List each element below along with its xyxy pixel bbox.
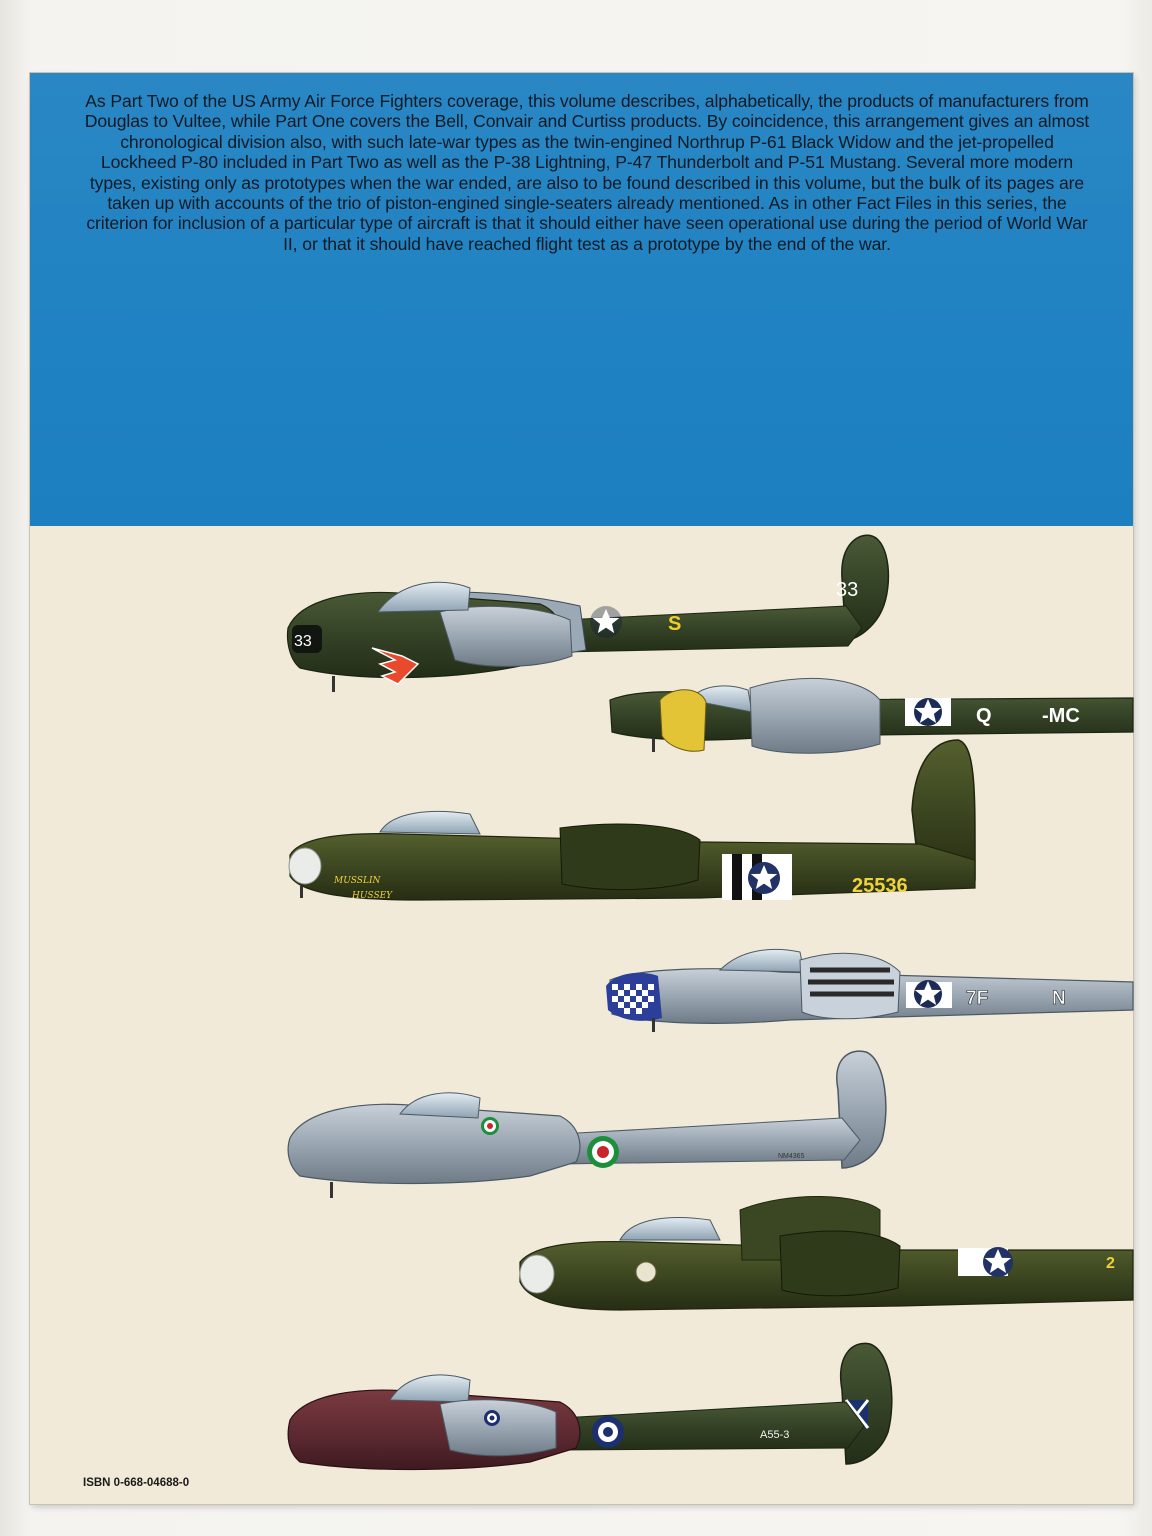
aircraft-1-marking-s: S [668,613,682,635]
aircraft-6-marking: 2 [1106,1255,1115,1272]
isbn-label: ISBN 0-668-04688-0 [83,1477,190,1489]
aircraft-1-marking-nose: 33 [294,633,312,650]
aircraft-4-marking-n: N [1052,988,1066,1009]
blurb-text: As Part Two of the US Army Air Force Fighters coverage, this volume describes, alphabetically, the products of manufacturers from Douglas to Vultee, while Part One covers the Bell, Convair and Curtiss products. By coincidence, this arrangement gives an almost chronological division also, with such late-war types as the twin-engined Northrup P-61 Black Widow and the jet-propelled Lockheed P-80 included in Part Two as well as the P-38 Lightning, P-47 Thunderbolt and P-51 Mustang. Several more modern types, existing only as prototypes when the war ended, are also to be found described in this volume, but the bulk of its pages are taken up with accounts of the trio of piston-engined single-seaters already mentioned. As in other Fact Files in this series, the criterion for inclusion of a particular type of aircraft is that it should either have seen operational use during the period of World War II, or that it should have reached flight test as a prototype by the end of the war. [84,91,1090,254]
aircraft-5-serial: NM4365 [778,1153,805,1160]
aircraft-4-marking-7f: 7F [966,988,989,1009]
aircraft-7-serial: A55-3 [760,1429,790,1441]
aircraft-p61-globe [520,1196,1133,1310]
aircraft-p38-raaf [288,1343,892,1469]
aircraft-1-marking-tail: 33 [836,579,859,601]
aircraft-3-name-line2: HUSSEY [352,891,393,901]
aircraft-3-name-line1: MUSSLIN [334,876,381,886]
aircraft-3-serial: 25536 [852,875,908,897]
aircraft-2-marking-mc: -MC [1042,705,1080,727]
aircraft-p38-italian [288,1051,886,1198]
aircraft-p38-sharkmouth [288,535,889,692]
aircraft-2-marking-q: Q [976,705,992,727]
